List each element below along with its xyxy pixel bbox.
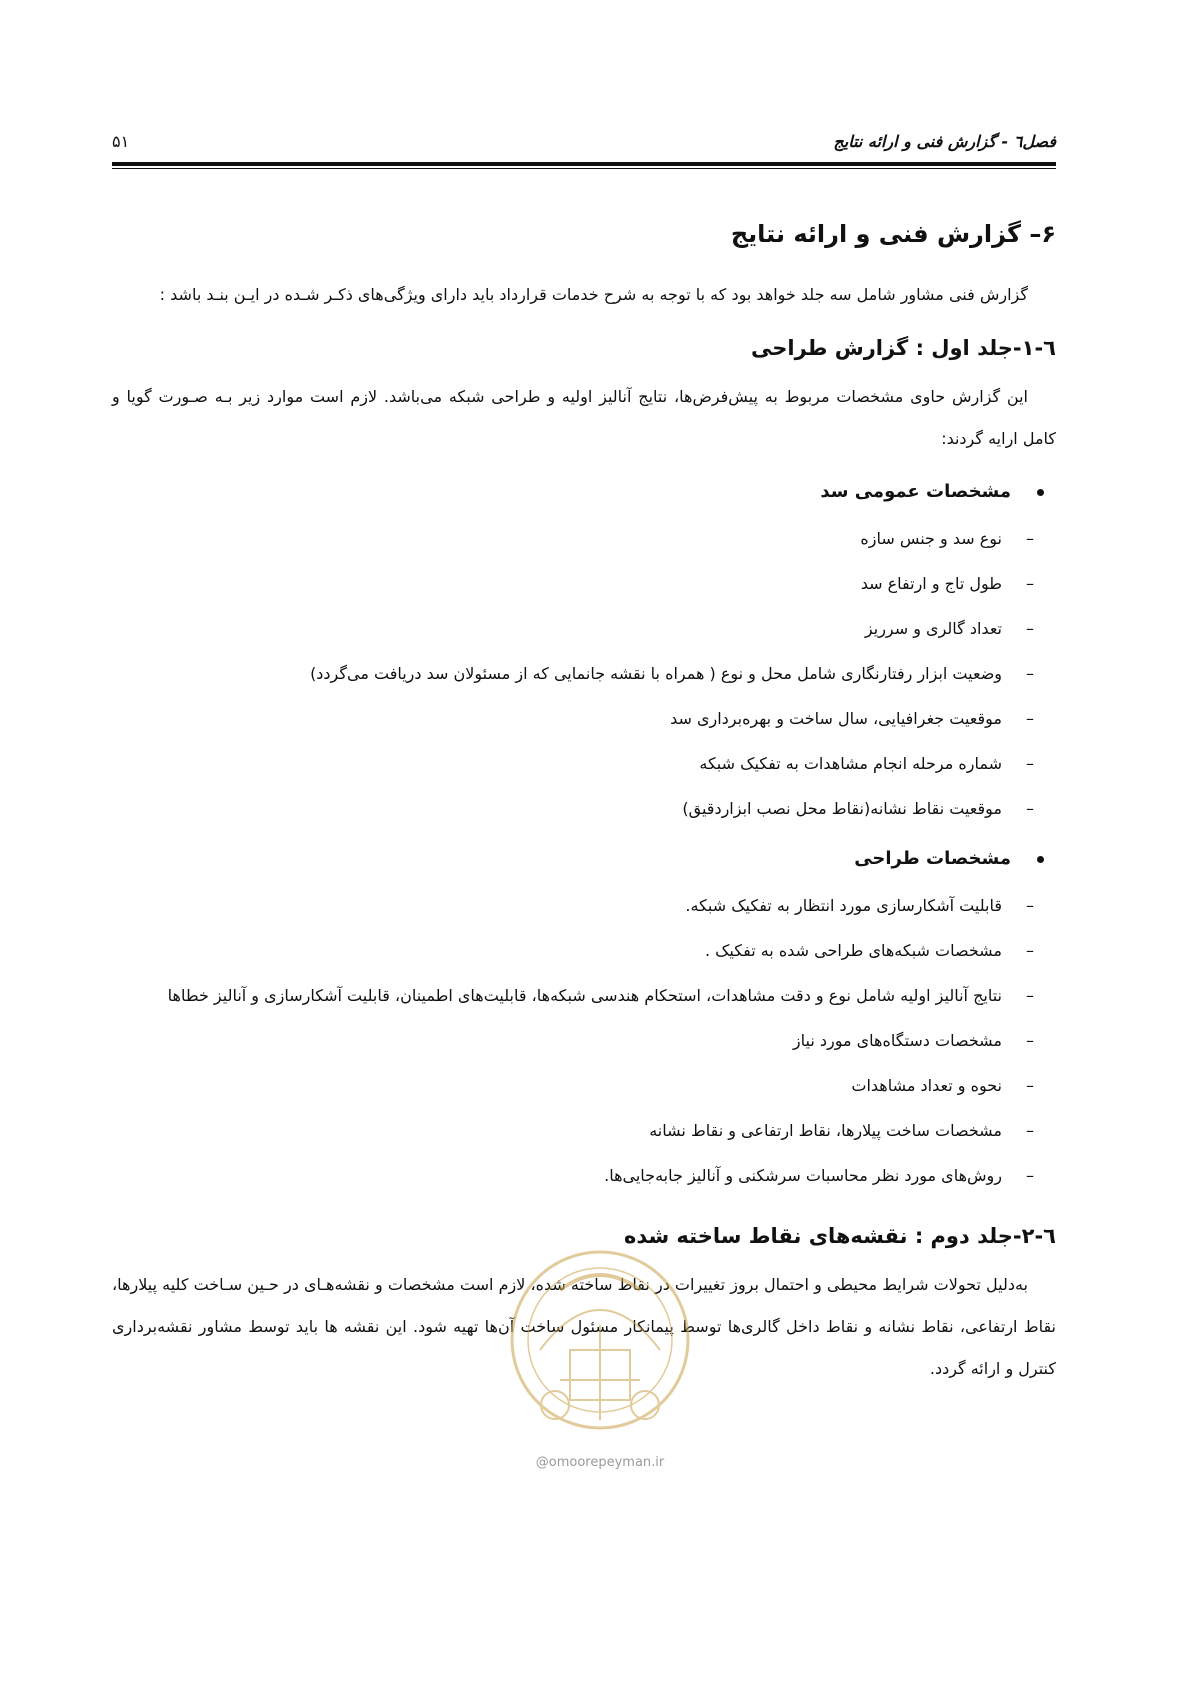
- main-heading: ۶– گزارش فنی و ارائه نتایج: [730, 220, 1056, 248]
- section2-heading: ٦-٢-جلد دوم : نقشه‌های نقاط ساخته شده: [623, 1224, 1056, 1248]
- group2-list: [112, 883, 1056, 1198]
- list-item-text: نحوه و تعداد مشاهدات: [851, 1076, 1002, 1095]
- list-item: [112, 741, 1034, 786]
- dash-icon: –: [1026, 986, 1034, 1005]
- dash-icon: –: [1026, 619, 1034, 638]
- section1-paragraph: این گزارش حاوی مشخصات مربوط به پیش‌فرض‌ها، نتایج آنالیز اولیه و طراحی شبکه می‌باشد. لازم است موارد زیر بـه صـورت گویا و کامل ارایه گردند:: [112, 387, 1056, 448]
- list-item: [112, 973, 1034, 1018]
- dash-icon: –: [1026, 896, 1034, 915]
- spacer: [112, 1206, 1056, 1216]
- bullet-icon: [1037, 489, 1044, 496]
- watermark-url: @omoorepeyman.ir: [535, 1455, 665, 1470]
- list-item-text: موقعیت جغرافیایی، سال ساخت و بهره‌برداری سد: [670, 709, 1002, 728]
- seal-watermark-icon: [500, 1230, 700, 1480]
- dash-icon: –: [1026, 754, 1034, 773]
- intro-paragraph: گزارش فنی مشاور شامل سه جلد خواهد بود که با توجه به شرح خدمات قرارداد باید دارای ویژگی‌های ذکـر شـده در ایـن بنـد باشد :: [159, 285, 1028, 304]
- header-chapter-title: فصل٦ - گزارش فنی و ارائه نتایج: [833, 132, 1056, 151]
- dash-icon: –: [1026, 799, 1034, 818]
- list-item: [112, 928, 1034, 973]
- list-item-text: مشخصات شبکه‌های طراحی شده به تفکیک .: [704, 941, 1002, 960]
- list-item-text: روش‌های مورد نظر محاسبات سرشکنی و آنالیز جابه‌جایی‌ها.: [604, 1166, 1002, 1185]
- list-item: [112, 1108, 1034, 1153]
- group1-title-text: مشخصات عمومی سد: [820, 481, 1011, 502]
- dash-icon: –: [1026, 1166, 1034, 1185]
- page-body: [112, 214, 1056, 1402]
- header-rule: [112, 162, 1056, 166]
- bullet-icon: [1037, 856, 1044, 863]
- list-item-text: نوع سد و جنس سازه: [860, 529, 1002, 548]
- list-item: [112, 1018, 1034, 1063]
- dash-icon: –: [1026, 1121, 1034, 1140]
- group1-list: [112, 516, 1056, 831]
- list-item-text: شماره مرحله انجام مشاهدات به تفکیک شبکه: [699, 754, 1002, 773]
- section1-heading: ٦-١-جلد اول : گزارش طراحی: [750, 336, 1056, 360]
- dash-icon: –: [1026, 709, 1034, 728]
- header-rule-thin: [112, 168, 1056, 169]
- list-item-text: طول تاج و ارتفاع سد: [860, 574, 1002, 593]
- list-item: [112, 606, 1034, 651]
- group1-title: [112, 472, 1056, 512]
- header-page-number: ۵۱: [112, 132, 130, 151]
- dash-icon: –: [1026, 664, 1034, 683]
- list-item: [112, 561, 1034, 606]
- dash-icon: –: [1026, 1076, 1034, 1095]
- section2-paragraph: به‌دلیل تحولات شرایط محیطی و احتمال بروز تغییرات در نقاط ساخته شده، لازم است مشخصات و نقشه‌هـای در حـین سـاخت کلیه پیلارها، نقاط ارتفاعی، نقاط نشانه و نقاط داخل گالری‌ها توسط پیمانکار مسئول ساخت آن‌ها تهیه شود. این نقشه ها باید توسط مشاور نقشه‌برداری کنترل و ارائه گردد.: [112, 1275, 1056, 1378]
- dash-icon: –: [1026, 1031, 1034, 1050]
- group2-title-text: مشخصات طراحی: [854, 848, 1011, 869]
- list-item-text: وضعیت ابزار رفتارنگاری شامل محل و نوع ( همراه با نقشه جانمایی که از مسئولان سد دریافت می‌گردد): [310, 664, 1002, 683]
- list-item-text: مشخصات ساخت پیلارها، نقاط ارتفاعی و نقاط نشانه: [649, 1121, 1002, 1140]
- list-item-text: موقعیت نقاط نشانه(نقاط محل نصب ابزاردقیق): [682, 799, 1002, 818]
- list-item-text: قابلیت آشکارسازی مورد انتظار به تفکیک شبکه.: [685, 896, 1002, 915]
- list-item: [112, 786, 1034, 831]
- running-header: [112, 128, 1056, 158]
- list-item: [112, 651, 1034, 696]
- list-item-text: تعداد گالری و سرریز: [864, 619, 1002, 638]
- dash-icon: –: [1026, 574, 1034, 593]
- list-item: [112, 883, 1034, 928]
- list-item-text: نتایج آنالیز اولیه شامل نوع و دقت مشاهدات، استحکام هندسی شبکه‌ها، قابلیت‌های اطمینان، قابلیت آشکارسازی و آنالیز خطاها: [167, 986, 1002, 1005]
- group2-title: [112, 839, 1056, 879]
- dash-icon: –: [1026, 529, 1034, 548]
- list-item-text: مشخصات دستگاه‌های مورد نیاز: [792, 1031, 1002, 1050]
- dash-icon: –: [1026, 941, 1034, 960]
- list-item: [112, 1063, 1034, 1108]
- list-item: [112, 516, 1034, 561]
- list-item: [112, 1153, 1034, 1198]
- list-item: [112, 696, 1034, 741]
